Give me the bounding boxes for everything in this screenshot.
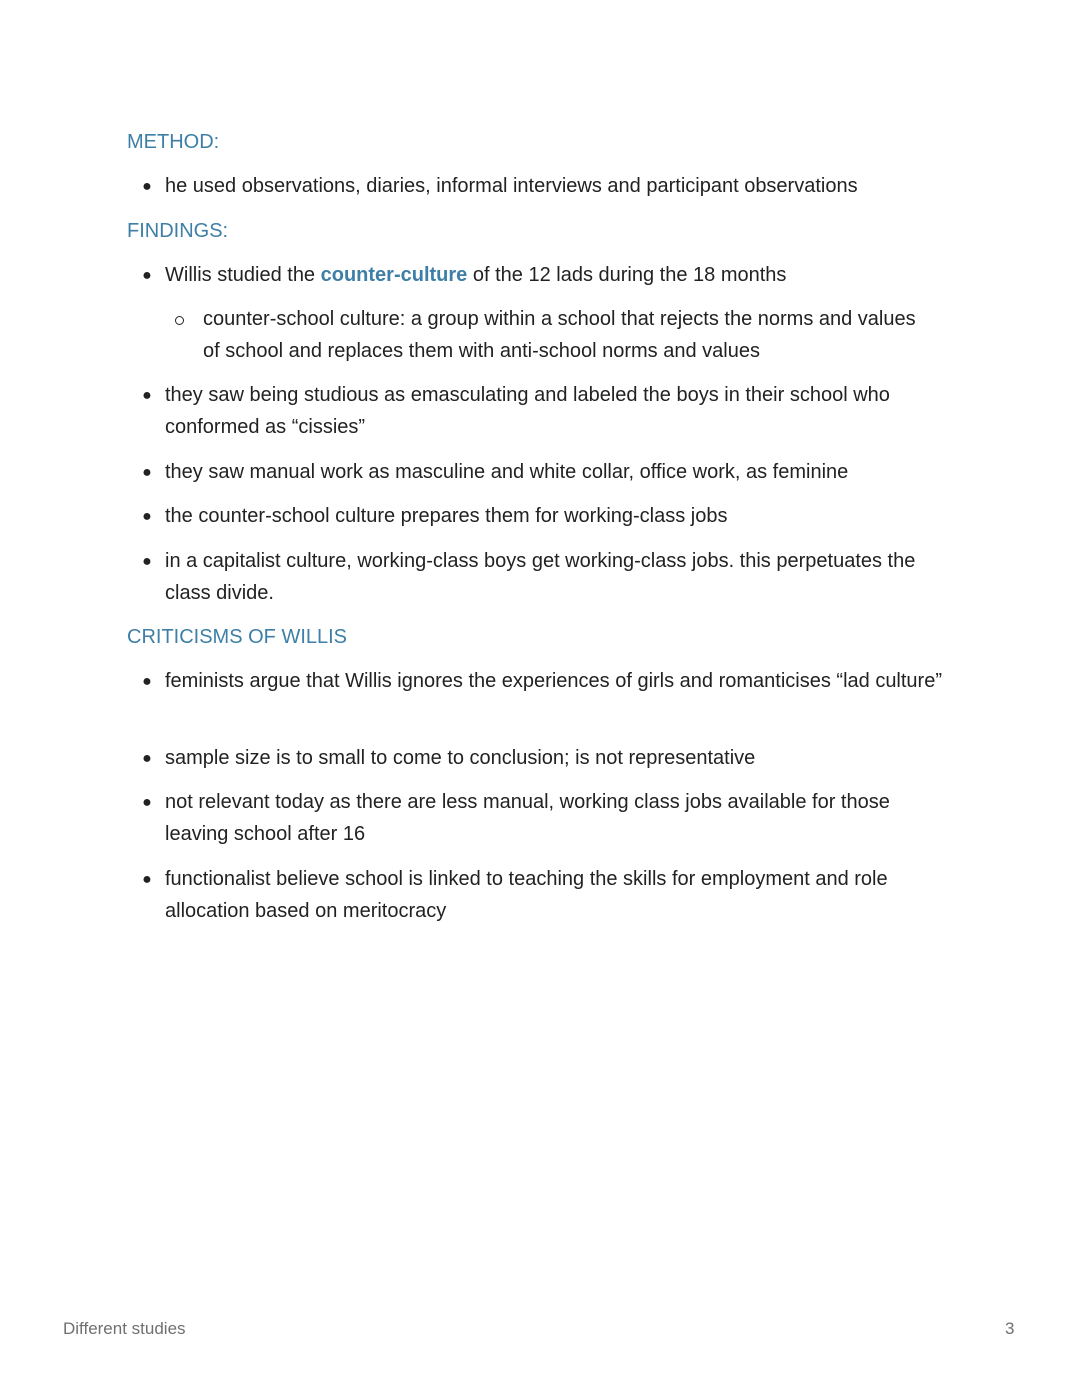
circle-bullet-icon	[175, 316, 184, 325]
list-item	[142, 457, 955, 489]
highlight-term: counter-culture	[320, 264, 468, 286]
footer-section-title: Different studies	[63, 1319, 186, 1338]
list-item	[142, 546, 955, 609]
list-item-text: in a capitalist culture, working-class boys get working-class jobs. this perpetuates the class divide.	[165, 550, 916, 604]
list-item-text: they saw manual work as masculine and white collar, office work, as feminine	[165, 461, 849, 483]
list-item-text: not relevant today as there are less manual, working class jobs available for those leaving school after 16	[165, 791, 890, 845]
list-item	[142, 171, 955, 203]
list-item	[142, 260, 955, 292]
list-item-text: they saw being studious as emasculating and labeled the boys in their school who conformed as “cissies”	[165, 384, 890, 438]
sub-list-item	[203, 304, 923, 367]
list-item-text-suffix: of the 12 lads during the 18 months	[467, 264, 787, 286]
page-number: 3	[1005, 1319, 1015, 1338]
list-item	[142, 380, 955, 443]
criticisms-heading: CRITICISMS OF WILLIS	[127, 626, 348, 648]
bullet-icon: ●	[142, 553, 152, 570]
list-item-text: he used observations, diaries, informal interviews and participant observations	[165, 175, 858, 197]
list-item-text-prefix: Willis studied the	[165, 264, 321, 286]
bullet-icon: ●	[142, 871, 152, 888]
bullet-icon: ●	[142, 464, 152, 481]
bullet-icon: ●	[142, 267, 152, 284]
bullet-icon: ●	[142, 750, 152, 767]
bullet-icon: ●	[142, 178, 152, 195]
list-item-text: sample size is to small to come to conclusion; is not representative	[165, 747, 756, 769]
list-item	[142, 743, 955, 775]
method-heading: METHOD:	[127, 131, 220, 153]
list-item-text: feminists argue that Willis ignores the experiences of girls and romanticises “lad culture”	[165, 670, 943, 692]
sub-list-item-text: counter-school culture: a group within a school that rejects the norms and values of school and replaces them with anti-school norms and values	[203, 308, 916, 362]
findings-heading: FINDINGS:	[127, 220, 229, 242]
list-item	[142, 787, 955, 850]
list-item	[142, 666, 955, 698]
list-item	[142, 501, 955, 533]
list-item-text: functionalist believe school is linked to teaching the skills for employment and role allocation based on meritocracy	[165, 868, 888, 922]
bullet-icon: ●	[142, 673, 152, 690]
bullet-icon: ●	[142, 508, 152, 525]
bullet-icon: ●	[142, 387, 152, 404]
list-item-text: the counter-school culture prepares them for working-class jobs	[165, 505, 728, 527]
bullet-icon: ●	[142, 794, 152, 811]
list-item	[142, 864, 955, 927]
